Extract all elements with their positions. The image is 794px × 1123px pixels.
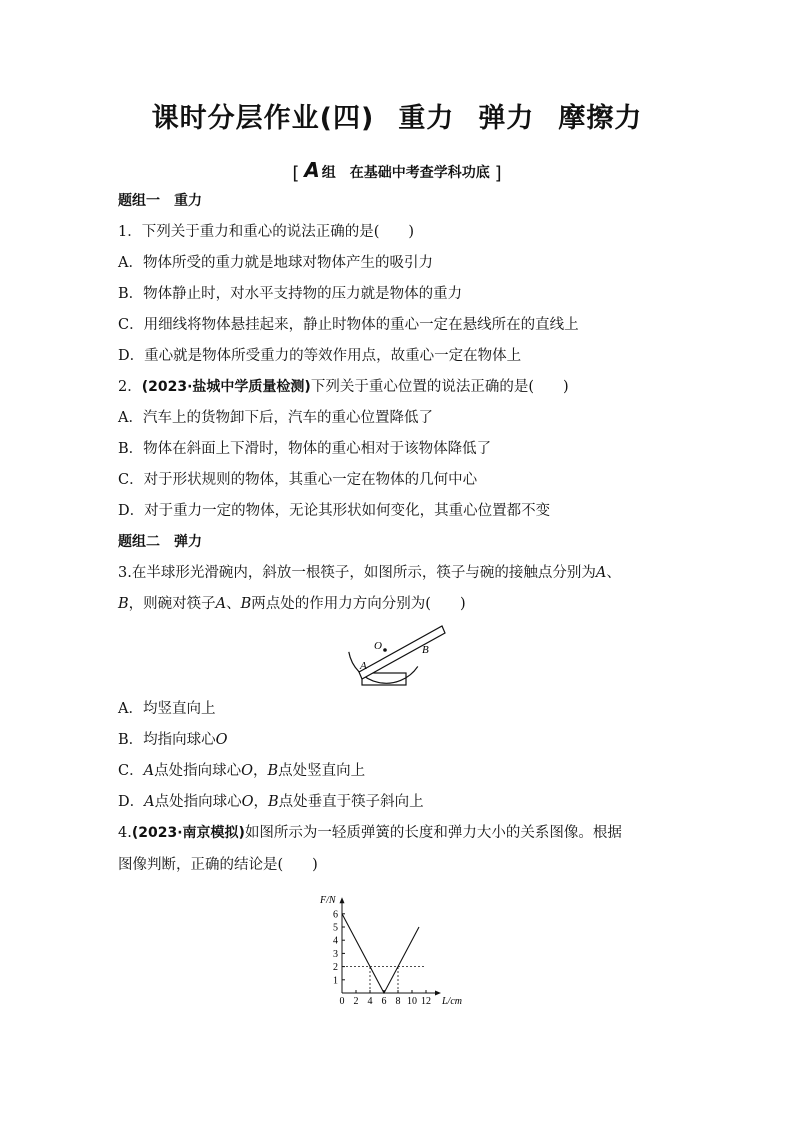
q3-c-text2: 点处竖直向上 [278,763,366,779]
y-axis-label: F/N [320,895,336,907]
q3-var-b: B [118,596,129,612]
q3-c-text1: 点处指向球心 [154,763,242,779]
q2-source: (2023·盐城中学质量检测) [141,379,311,395]
q3-option-a: A．均竖直向上 [118,701,216,717]
title-topic-friction: 摩擦力 [558,103,643,134]
group-letter: A [304,158,320,182]
q3-line2-text2: 两点处的作用力方向分别为( ) [251,596,466,612]
q3-option-b-var: O [215,732,228,748]
q2-option-d: D．对于重力一定的物体，无论其形状如何变化，其重心位置都不变 [118,503,551,519]
q3-d-sep: ， [253,794,269,810]
q4-number: 4. [118,825,132,841]
q3-var-a2: A [215,596,227,612]
y-tick-label: 5 [333,922,338,934]
q3-var-b2: B [240,596,252,612]
y-tick-label: 4 [333,935,338,947]
q3-d-var3: B [268,794,279,810]
section-heading-elastic: 题组二 弹力 [118,534,202,550]
q3-line1-end: 、 [606,565,621,581]
chopstick [359,626,445,679]
q3-c-prefix: C． [118,763,144,779]
x-tick-label: 0 [339,996,345,1006]
x-tick-label: 8 [395,996,401,1006]
group-heading [0,158,794,184]
q1-option-a: A．物体所受的重力就是地球对物体产生的吸引力 [118,255,433,271]
q3-line1-text: 3.在半球形光滑碗内，斜放一根筷子，如图所示，筷子与碗的接触点分别为 [118,565,596,581]
section-heading-gravity: 题组一 重力 [118,193,202,209]
x-tick-label: 6 [381,996,387,1006]
q3-line2-sep: 、 [226,596,241,612]
label-a: A [360,660,367,672]
group-open-bracket: [ [292,163,300,184]
series-line [342,914,419,993]
q4-stem-line1 [118,823,622,843]
q3-stem-line2 [118,594,466,614]
x-tick-label: 2 [353,996,359,1006]
q2-option-a: A．汽车上的货物卸下后，汽车的重心位置降低了 [118,410,433,426]
q3-option-b [118,730,228,750]
q2-option-b: B．物体在斜面上下滑时，物体的重心相对于该物体降低了 [118,441,492,457]
q3-c-var3: B [267,763,279,779]
q2-stem-text: 下列关于重心位置的说法正确的是( ) [310,379,569,395]
q1-option-b: B．物体静止时，对水平支持物的压力就是物体的重力 [118,286,463,302]
q3-d-var2: O [241,794,254,810]
q2-number: 2． [118,379,142,395]
title-main: 课时分层作业(四) [151,103,375,134]
y-tick-label: 3 [333,948,338,960]
bowl-chopstick-figure [330,622,460,690]
x-tick-label: 12 [421,996,431,1006]
x-axis-arrow [435,991,441,996]
group-close-bracket: ] [494,163,502,184]
q3-d-text2: 点处垂直于筷子斜向上 [278,794,424,810]
label-o: O [374,640,382,652]
page-title [0,96,794,135]
y-axis-arrow [340,897,345,903]
y-tick-label: 6 [333,909,338,921]
q3-c-sep: ， [252,763,268,779]
center-o-dot [383,648,387,652]
q1-option-c: C．用细线将物体悬挂起来，静止时物体的重心一定在悬线所在的直线上 [118,317,579,333]
spring-force-length-chart [318,882,478,1006]
q2-stem [118,377,569,397]
q3-c-var1: A [143,763,155,779]
y-tick-label: 1 [333,975,338,987]
x-axis-label: L/cm [442,996,462,1006]
q1-stem: 1．下列关于重力和重心的说法正确的是( ) [118,224,415,240]
q3-stem-line1 [118,563,621,583]
q3-option-b-text: B．均指向球心 [118,732,216,748]
q3-d-var1: A [144,794,155,810]
q4-source: (2023·南京模拟) [131,825,245,841]
q4-line1-text: 如图所示为一轻质弹簧的长度和弹力大小的关系图像。根据 [244,825,622,841]
x-tick-label: 10 [407,996,417,1006]
title-topic-elastic: 弹力 [478,103,535,134]
group-text: 组 在基础中考查学科功底 [321,165,490,181]
q3-c-var2: O [241,763,253,779]
y-tick-label: 2 [333,962,338,974]
q3-d-text1: 点处指向球心 [154,794,242,810]
q1-option-d: D．重心就是物体所受重力的等效作用点，故重心一定在物体上 [118,348,522,364]
q3-var-a: A [595,565,607,581]
x-tick-label: 4 [367,996,373,1006]
title-topic-gravity: 重力 [398,103,455,134]
q3-d-prefix: D． [118,794,145,810]
label-b: B [422,644,429,656]
q4-stem-line2: 图像判断，正确的结论是( ) [118,857,318,873]
q3-option-d [118,792,424,812]
q2-option-c: C．对于形状规则的物体，其重心一定在物体的几何中心 [118,472,478,488]
q3-option-c [118,761,365,781]
q3-line2-text1: ，则碗对筷子 [128,596,216,612]
